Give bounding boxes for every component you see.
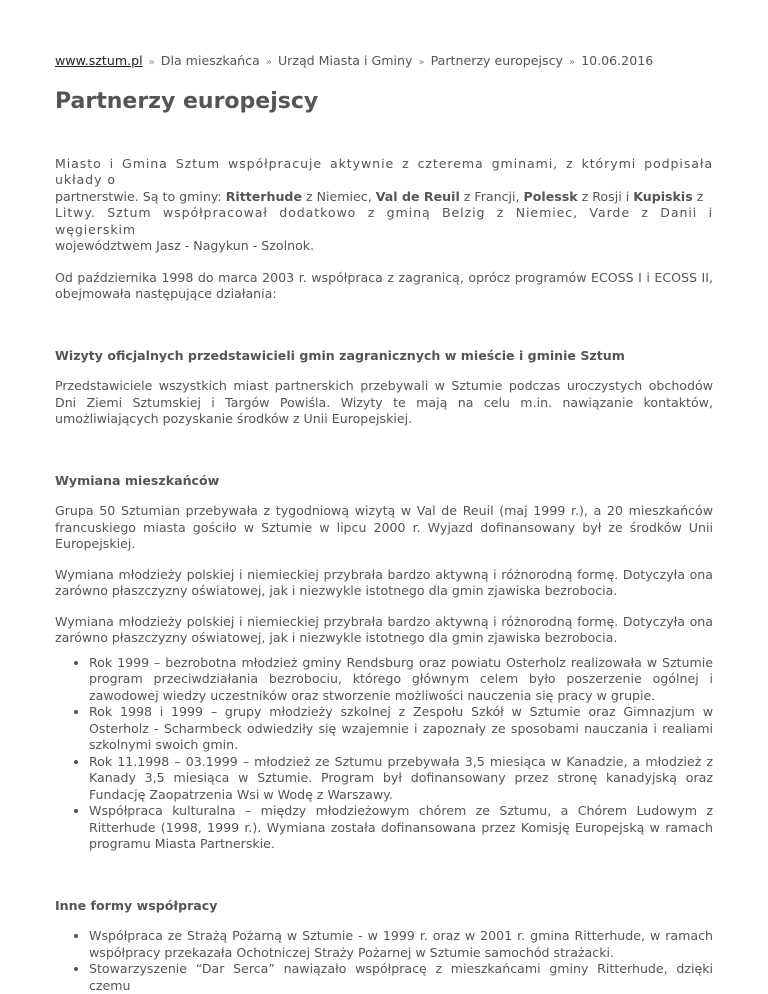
section-heading-official-visits: Wizyty oficjalnych przedstawicieli gmin zagranicznych w mieście i gminie Sztum [55, 347, 625, 363]
partner-city-val-de-reuil: Val de Reuil [375, 188, 460, 204]
list-item: • Współpraca kulturalna – między młodzieżowym chórem ze Sztumu, a Chórem Ludowym z Ritterhude (1998, 1999 r.). Wymiana została dofinansowana przez Komisję Europejską w ramach programu Miasta Partnerskie. [89, 803, 713, 853]
intro-line-2d: z Rosji i [577, 188, 634, 204]
breadcrumb [55, 53, 713, 72]
partner-city-polessk: Polessk [523, 188, 578, 204]
list-item: • Rok 1998 i 1999 – grupy młodzieży szkolnej z Zespołu Szkół w Sztumie oraz Gimnazjum w Osterholz - Scharmbeck odwiedziły się wzajemnie i zapoznały ze sposobami nauczania i realiami szkolnymi swoich gmin. [89, 704, 713, 754]
breadcrumb-home-link[interactable]: www.sztum.pl [55, 53, 143, 68]
breadcrumb-separator: » [568, 57, 576, 68]
intro-line-1: Miasto i Gmina Sztum współpracuje aktywnie z czterema gminami, z którymi podpisała układy o [55, 155, 713, 187]
section-heading-resident-exchange: Wymiana mieszkańców [55, 472, 220, 488]
intro-line-3: Litwy. Sztum współpracował dodatkowo z gminą Belzig z Niemiec, Varde z Danii i węgierskim [55, 205, 713, 237]
section-text-official-visits: Przedstawiciele wszystkich miast partnerskich przebywali w Sztumie podczas uroczystych obchodów Dni Ziemi Sztumskiej i Targów Powiśla. Wizyty te mają na celu m.in. nawiązanie kontaktów, umożliwiających pozyskanie środków z Unii Europejskiej. [55, 378, 713, 426]
resident-exchange-paragraph-3: Wymiana młodzieży polskiej i niemieckiej przybrała bardzo aktywną i różnorodną formę. Dotyczyła ona zarówno płaszczyzny oświatowej, jak i niezwykle istotnego dla gmin zjawiska bezrobocia. [55, 613, 713, 645]
breadcrumb-item-date: 10.06.2016 [581, 53, 654, 68]
list-item: • Współpraca ze Strażą Pożarną w Sztumie - w 1999 r. oraz w 2001 r. gmina Ritterhude, w ramach współpracy przekazała Ochotniczej Straży Pożarnej w Sztumie samochód strażacki. [89, 928, 713, 961]
other-forms-list [55, 928, 713, 994]
intro-line-2e: z [692, 188, 704, 204]
partner-city-ritterhude: Ritterhude [225, 188, 302, 204]
list-item: • Stowarzyszenie “Dar Serca” nawiązało współpracę z mieszkańcami gminy Ritterhude, dzięki czemu [89, 961, 713, 994]
breadcrumb-item-dla-mieszkanca[interactable]: Dla mieszkańca [160, 53, 260, 68]
intro-line-2a: partnerstwie. Są to gminy: [55, 188, 226, 204]
breadcrumb-separator: » [148, 57, 155, 68]
breadcrumb-separator: » [265, 57, 272, 68]
intro-line-2b: z Niemiec, [301, 188, 376, 204]
breadcrumb-separator: » [418, 57, 425, 68]
partner-city-kupiskis: Kupiskis [633, 188, 693, 204]
resident-exchange-paragraph-1: Grupa 50 Sztumian przebywała z tygodniową wizytą w Val de Reuil (maj 1999 r.), a 20 mieszkańców francuskiego miasta gościło w Sztumie w lipcu 2000 r. Wyjazd dofinansowany był ze środków Unii Europejskiej. [55, 503, 713, 551]
list-item: • Rok 1999 – bezrobotna młodzież gminy Rendsburg oraz powiatu Osterholz realizowała w Sztumie program przeciwdziałania bezrobociu, którego głównym celem było poszerzenie ogólnej i zawodowej wiedzy uczestników oraz stworzenie możliwości nauczenia się pracy w grupie. [89, 655, 713, 705]
page-title: Partnerzy europejscy [55, 88, 319, 114]
breadcrumb-item-urzad[interactable]: Urząd Miasta i Gminy [277, 53, 413, 68]
section-heading-other-forms: Inne formy współpracy [55, 897, 218, 913]
breadcrumb-item-partnerzy[interactable]: Partnerzy europejscy [430, 53, 563, 68]
resident-exchange-paragraph-2: Wymiana młodzieży polskiej i niemieckiej przybrała bardzo aktywną i różnorodną formę. Dotyczyła ona zarówno płaszczyzny oświatowej, jak i niezwykle istotnego dla gmin zjawiska bezrobocia. [55, 566, 713, 598]
intro-line-4: województwem Jasz - Nagykun - Szolnok. [55, 238, 315, 253]
intro-line-2c: z Francji, [459, 188, 524, 204]
youth-exchange-list [55, 655, 713, 853]
intro-paragraph [55, 156, 713, 255]
cooperation-paragraph: Od października 1998 do marca 2003 r. współpraca z zagranicą, oprócz programów ECOSS I i ECOSS II, obejmowała następujące działania: [55, 269, 713, 301]
list-item: • Rok 11.1998 – 03.1999 – młodzież ze Sztumu przebywała 3,5 miesiąca w Kanadzie, a młodzież z Kanady 3,5 miesiąca w Sztumie. Program był dofinansowany przez stronę kanadyjską oraz Fundację Zaopatrzenia Wsi w Wodę z Warszawy. [89, 754, 713, 804]
